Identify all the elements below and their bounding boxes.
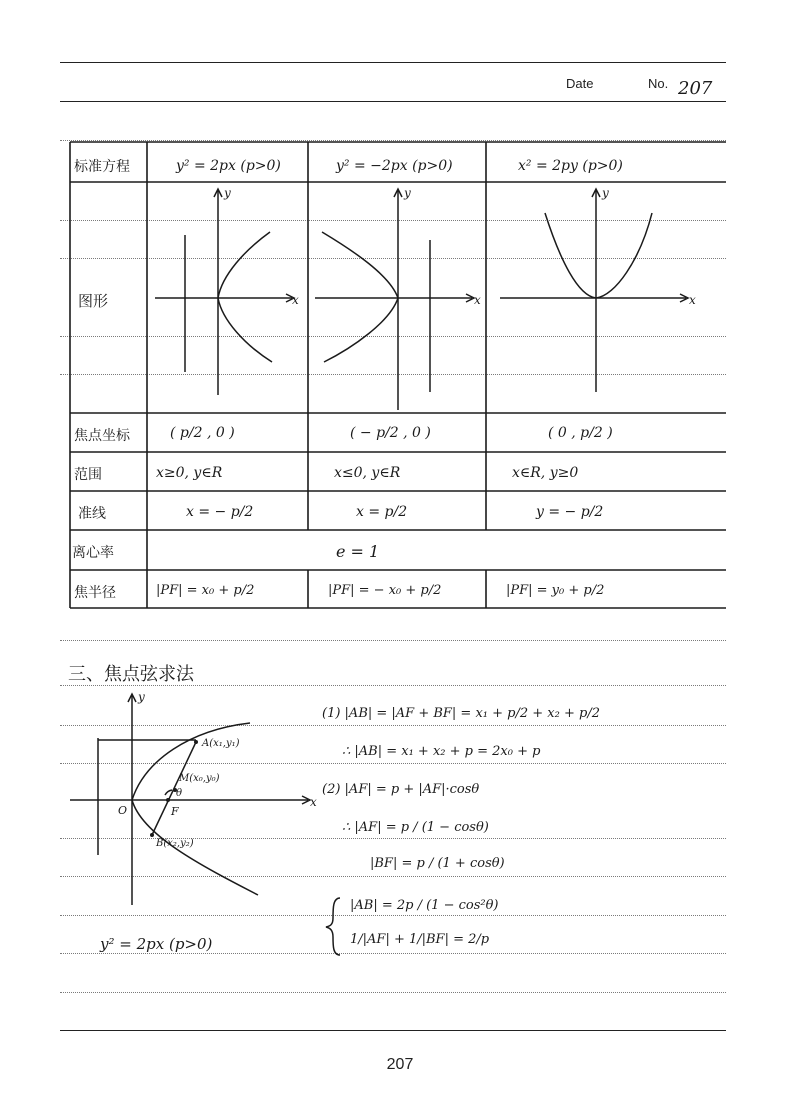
- cell-range-3: x∈R, y≥0: [512, 465, 579, 481]
- cell-directrix-2: x = p/2: [356, 504, 408, 520]
- row-label-standard-equation: 标准方程: [74, 159, 130, 175]
- graph3-x-label: x: [689, 293, 696, 307]
- page-no-handwritten: 207: [678, 78, 713, 99]
- row-label-directrix: 准线: [78, 506, 106, 522]
- focal-chord-figure: [70, 694, 310, 905]
- derivation-line-3: (2) |AF| = p + |AF|·cosθ: [322, 782, 480, 797]
- col-header-3: x² = 2py (p>0): [518, 158, 623, 174]
- fig-x-label: x: [310, 795, 317, 809]
- col-header-2: y² = −2px (p>0): [336, 158, 453, 174]
- derivation-line-6: |AB| = 2p / (1 − cos²θ): [350, 898, 499, 913]
- cell-focus-2: ( − p/2 , 0 ): [350, 425, 431, 441]
- cell-focal-radius-3: |PF| = y₀ + p/2: [506, 583, 605, 598]
- date-label: Date: [566, 76, 594, 91]
- derivation-line-2: ∴ |AB| = x₁ + x₂ + p = 2x₀ + p: [342, 744, 541, 759]
- row-label-range: 范围: [74, 467, 102, 483]
- graph2-x-label: x: [474, 293, 481, 307]
- cell-focal-radius-1: |PF| = x₀ + p/2: [156, 583, 255, 598]
- cell-focus-3: ( 0 , p/2 ): [548, 425, 613, 441]
- fig-y-label: y: [138, 690, 145, 704]
- fig-point-a-label: A(x₁,y₁): [202, 738, 240, 749]
- derivation-line-4: ∴ |AF| = p / (1 − cosθ): [342, 820, 489, 835]
- graph1-y-label: y: [224, 186, 231, 200]
- graph-right-opening: [155, 189, 294, 395]
- row-label-focal-radius: 焦半径: [74, 585, 116, 601]
- focus-dot: [166, 798, 170, 802]
- graph-left-opening: [315, 189, 474, 410]
- graph1-x-label: x: [292, 293, 299, 307]
- derivation-line-7: 1/|AF| + 1/|BF| = 2/p: [350, 932, 490, 947]
- curly-brace: [326, 898, 340, 955]
- section-title: 三、焦点弦求法: [68, 664, 194, 685]
- row-label-eccentricity: 离心率: [72, 545, 114, 561]
- point-b-dot: [150, 833, 154, 837]
- derivation-line-5: |BF| = p / (1 + cosθ): [370, 856, 505, 871]
- cell-focal-radius-2: |PF| = − x₀ + p/2: [328, 583, 442, 598]
- graph-up-opening: [500, 189, 688, 392]
- cell-range-2: x≤0, y∈R: [334, 465, 401, 481]
- cell-eccentricity: e = 1: [336, 542, 380, 561]
- fig-origin-label: O: [118, 804, 128, 817]
- cell-directrix-3: y = − p/2: [536, 504, 604, 520]
- cell-range-1: x≥0, y∈R: [156, 465, 223, 481]
- no-label: No.: [648, 76, 669, 91]
- derivation-line-1: (1) |AB| = |AF + BF| = x₁ + p/2 + x₂ + p/2: [322, 706, 600, 721]
- col-header-1: y² = 2px (p>0): [176, 158, 281, 174]
- point-a-dot: [194, 740, 198, 744]
- graph2-y-label: y: [404, 186, 411, 200]
- graph3-y-label: y: [602, 186, 609, 200]
- cell-directrix-1: x = − p/2: [186, 504, 254, 520]
- row-label-focus: 焦点坐标: [74, 428, 130, 444]
- row-label-graph: 图形: [78, 292, 109, 310]
- page-number: 207: [386, 1056, 414, 1073]
- fig-point-b-label: B(x₂,y₂): [156, 838, 194, 849]
- fig-focus-label: F: [171, 805, 179, 818]
- fig-angle-label: θ: [176, 788, 183, 799]
- cell-focus-1: ( p/2 , 0 ): [170, 425, 235, 441]
- section-equation: y² = 2px (p>0): [100, 935, 213, 953]
- fig-midpoint-label: M(x₀,y₀): [179, 773, 220, 784]
